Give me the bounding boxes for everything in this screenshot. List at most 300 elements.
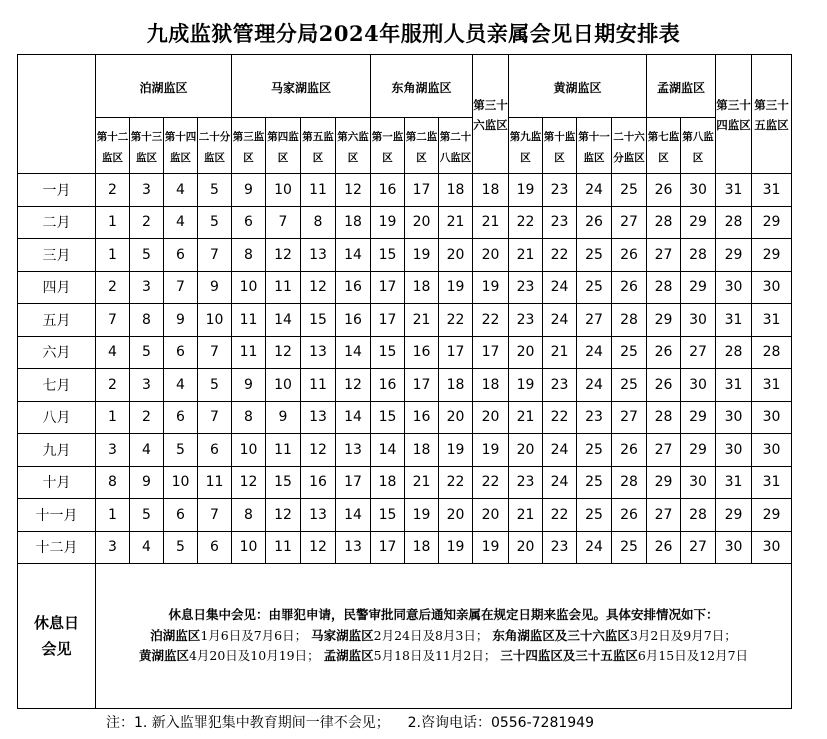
visit-day: 3 bbox=[130, 369, 164, 402]
visit-day: 14 bbox=[266, 304, 301, 337]
sub-header bbox=[266, 118, 301, 174]
visit-day: 27 bbox=[681, 336, 716, 369]
visit-day: 11 bbox=[301, 174, 336, 207]
visit-day: 29 bbox=[716, 499, 752, 532]
visit-day: 25 bbox=[577, 271, 612, 304]
group-header bbox=[716, 55, 752, 174]
visit-day: 18 bbox=[439, 369, 473, 402]
visit-day: 2 bbox=[96, 174, 130, 207]
visit-day: 30 bbox=[681, 466, 716, 499]
group-label: 第三十五监区 bbox=[754, 98, 789, 132]
visit-day: 19 bbox=[405, 499, 439, 532]
sub-header-label: 第二十八监区 bbox=[439, 130, 472, 164]
visit-day: 16 bbox=[336, 271, 371, 304]
visit-day: 20 bbox=[439, 239, 473, 272]
sub-header bbox=[405, 118, 439, 174]
visit-day: 28 bbox=[647, 401, 681, 434]
visit-day: 11 bbox=[232, 304, 266, 337]
visit-day: 4 bbox=[130, 531, 164, 564]
sub-header-label: 第八监区 bbox=[682, 130, 714, 164]
visit-day: 18 bbox=[439, 174, 473, 207]
visit-day: 13 bbox=[301, 499, 336, 532]
rest-day-dates: 4月20日及10月19日； bbox=[188, 648, 320, 664]
visit-day: 6 bbox=[198, 531, 232, 564]
month-label: 六月 bbox=[18, 336, 96, 369]
visit-day: 1 bbox=[96, 499, 130, 532]
group-label: 黄湖监区 bbox=[553, 80, 602, 95]
visit-day: 19 bbox=[509, 174, 543, 207]
month-label: 十月 bbox=[18, 466, 96, 499]
sub-header bbox=[130, 118, 164, 174]
visit-day: 20 bbox=[439, 499, 473, 532]
visit-day: 24 bbox=[577, 174, 612, 207]
visit-day: 28 bbox=[752, 336, 792, 369]
sub-header-label: 第十四监区 bbox=[164, 130, 197, 164]
visit-day: 8 bbox=[96, 466, 130, 499]
visit-day: 26 bbox=[647, 336, 681, 369]
visit-day: 9 bbox=[164, 304, 198, 337]
month-label: 七月 bbox=[18, 369, 96, 402]
visit-day: 23 bbox=[577, 401, 612, 434]
visit-day: 22 bbox=[543, 239, 577, 272]
visit-day: 16 bbox=[371, 369, 405, 402]
visit-day: 20 bbox=[439, 401, 473, 434]
visit-day: 7 bbox=[198, 401, 232, 434]
visit-day: 22 bbox=[439, 466, 473, 499]
visit-day: 12 bbox=[301, 531, 336, 564]
visit-day: 4 bbox=[164, 174, 198, 207]
visit-day: 5 bbox=[130, 499, 164, 532]
visit-day: 28 bbox=[716, 206, 752, 239]
visit-day: 30 bbox=[681, 174, 716, 207]
visit-day: 9 bbox=[266, 401, 301, 434]
visit-day: 12 bbox=[336, 174, 371, 207]
visit-day: 29 bbox=[647, 466, 681, 499]
visit-day: 7 bbox=[198, 499, 232, 532]
visit-day: 25 bbox=[612, 369, 647, 402]
group-header bbox=[232, 55, 371, 118]
visit-day: 25 bbox=[612, 531, 647, 564]
visit-day: 11 bbox=[266, 434, 301, 467]
visit-day: 3 bbox=[130, 174, 164, 207]
visit-day: 22 bbox=[473, 466, 509, 499]
visit-day: 19 bbox=[439, 434, 473, 467]
visit-day: 23 bbox=[543, 531, 577, 564]
rest-day-label-text: 休息日会见 bbox=[33, 614, 79, 658]
rest-day-area: 黄湖监区 bbox=[138, 648, 189, 664]
group-header bbox=[509, 55, 647, 118]
sub-header bbox=[164, 118, 198, 174]
sub-header-label: 第一监区 bbox=[371, 130, 404, 164]
visit-day: 20 bbox=[509, 434, 543, 467]
visit-day: 11 bbox=[266, 531, 301, 564]
sub-header bbox=[232, 118, 266, 174]
visit-day: 25 bbox=[577, 499, 612, 532]
visit-day: 17 bbox=[405, 369, 439, 402]
visit-day: 22 bbox=[439, 304, 473, 337]
visit-day: 13 bbox=[336, 434, 371, 467]
visit-day: 2 bbox=[96, 369, 130, 402]
month-label: 一月 bbox=[18, 174, 96, 207]
visit-day: 4 bbox=[130, 434, 164, 467]
visit-day: 18 bbox=[473, 369, 509, 402]
month-row bbox=[18, 271, 792, 304]
visit-day: 21 bbox=[473, 206, 509, 239]
month-label: 九月 bbox=[18, 434, 96, 467]
visit-day: 13 bbox=[336, 531, 371, 564]
sub-header-label: 第六监区 bbox=[337, 130, 369, 164]
visit-day: 29 bbox=[681, 206, 716, 239]
visit-day: 24 bbox=[577, 369, 612, 402]
visit-day: 19 bbox=[473, 434, 509, 467]
visit-day: 31 bbox=[716, 369, 752, 402]
visit-day: 26 bbox=[647, 531, 681, 564]
visit-day: 17 bbox=[439, 336, 473, 369]
visit-day: 8 bbox=[130, 304, 164, 337]
month-row bbox=[18, 499, 792, 532]
month-label: 八月 bbox=[18, 401, 96, 434]
visit-day: 23 bbox=[543, 369, 577, 402]
visit-day: 28 bbox=[647, 271, 681, 304]
visit-day: 30 bbox=[716, 434, 752, 467]
visit-day: 14 bbox=[336, 239, 371, 272]
rest-day-details bbox=[96, 564, 792, 709]
visit-day: 12 bbox=[232, 466, 266, 499]
sub-header bbox=[96, 118, 130, 174]
visit-day: 31 bbox=[752, 369, 792, 402]
visit-day: 29 bbox=[681, 401, 716, 434]
visit-day: 18 bbox=[405, 434, 439, 467]
visit-day: 27 bbox=[647, 239, 681, 272]
month-row bbox=[18, 466, 792, 499]
visit-day: 30 bbox=[681, 369, 716, 402]
rest-day-dates: 1月6日及7月6日； bbox=[200, 627, 308, 643]
visit-day: 20 bbox=[405, 206, 439, 239]
visit-day: 5 bbox=[130, 239, 164, 272]
month-label: 五月 bbox=[18, 304, 96, 337]
sub-header bbox=[577, 118, 612, 174]
visit-day: 6 bbox=[164, 499, 198, 532]
visit-day: 29 bbox=[752, 206, 792, 239]
visit-day: 26 bbox=[612, 239, 647, 272]
sub-header bbox=[647, 118, 681, 174]
visit-day: 14 bbox=[336, 499, 371, 532]
visit-day: 2 bbox=[130, 206, 164, 239]
sub-header-label: 二十六分监区 bbox=[613, 130, 645, 164]
visit-day: 28 bbox=[612, 304, 647, 337]
visit-day: 15 bbox=[371, 239, 405, 272]
visit-day: 16 bbox=[371, 174, 405, 207]
visit-day: 22 bbox=[473, 304, 509, 337]
visit-day: 19 bbox=[439, 271, 473, 304]
rest-day-dates: 5月18日及11月2日； bbox=[373, 648, 497, 664]
visit-day: 17 bbox=[473, 336, 509, 369]
visit-day: 30 bbox=[716, 531, 752, 564]
visit-day: 1 bbox=[96, 401, 130, 434]
visit-day: 25 bbox=[577, 239, 612, 272]
visit-day: 17 bbox=[371, 271, 405, 304]
visit-day: 5 bbox=[198, 206, 232, 239]
visit-day: 18 bbox=[473, 174, 509, 207]
visit-day: 30 bbox=[752, 401, 792, 434]
sub-header-label: 第七监区 bbox=[647, 130, 680, 164]
visit-day: 29 bbox=[752, 239, 792, 272]
visit-day: 11 bbox=[198, 466, 232, 499]
visit-day: 11 bbox=[301, 369, 336, 402]
visit-day: 7 bbox=[198, 336, 232, 369]
rest-day-dates: 3月2日及9月7日； bbox=[629, 627, 737, 643]
group-header bbox=[96, 55, 232, 118]
visit-day: 28 bbox=[612, 466, 647, 499]
visit-day: 10 bbox=[266, 369, 301, 402]
visit-day: 6 bbox=[164, 336, 198, 369]
visit-day: 28 bbox=[681, 499, 716, 532]
visit-day: 15 bbox=[371, 499, 405, 532]
visit-day: 24 bbox=[543, 271, 577, 304]
visit-day: 27 bbox=[647, 434, 681, 467]
sub-header-label: 第五监区 bbox=[302, 130, 334, 164]
visit-day: 25 bbox=[612, 174, 647, 207]
visit-day: 2 bbox=[130, 401, 164, 434]
sub-header bbox=[371, 118, 405, 174]
group-header bbox=[647, 55, 716, 118]
sub-header-label: 第十二监区 bbox=[96, 130, 129, 164]
visit-day: 5 bbox=[198, 174, 232, 207]
sub-header-label: 第三监区 bbox=[232, 130, 265, 164]
visit-day: 18 bbox=[371, 466, 405, 499]
sub-header-label: 第十一监区 bbox=[578, 130, 610, 164]
visit-day: 28 bbox=[716, 336, 752, 369]
visit-day: 15 bbox=[371, 401, 405, 434]
visit-day: 31 bbox=[716, 174, 752, 207]
visit-day: 1 bbox=[96, 239, 130, 272]
visit-day: 10 bbox=[232, 434, 266, 467]
visit-day: 27 bbox=[647, 499, 681, 532]
visit-day: 19 bbox=[473, 531, 509, 564]
sub-header-label: 第二监区 bbox=[405, 130, 438, 164]
visit-day: 21 bbox=[509, 499, 543, 532]
visit-day: 26 bbox=[577, 206, 612, 239]
visit-day: 12 bbox=[301, 434, 336, 467]
visit-day: 26 bbox=[647, 174, 681, 207]
rest-day-area: 三十四监区及三十五监区 bbox=[500, 648, 638, 664]
rest-day-area: 泊湖监区 bbox=[150, 627, 201, 643]
month-label: 三月 bbox=[18, 239, 96, 272]
visit-day: 29 bbox=[647, 304, 681, 337]
visit-day: 25 bbox=[577, 466, 612, 499]
visit-day: 16 bbox=[336, 304, 371, 337]
visit-day: 19 bbox=[509, 369, 543, 402]
visit-day: 12 bbox=[301, 271, 336, 304]
month-row bbox=[18, 369, 792, 402]
visit-day: 24 bbox=[543, 304, 577, 337]
visit-day: 13 bbox=[301, 401, 336, 434]
visit-day: 13 bbox=[301, 239, 336, 272]
schedule-table bbox=[17, 54, 792, 709]
visit-day: 2 bbox=[96, 271, 130, 304]
sub-header bbox=[681, 118, 716, 174]
visit-day: 16 bbox=[301, 466, 336, 499]
visit-day: 17 bbox=[405, 174, 439, 207]
visit-day: 14 bbox=[336, 336, 371, 369]
visit-day: 24 bbox=[543, 434, 577, 467]
visit-day: 9 bbox=[232, 369, 266, 402]
sub-header bbox=[301, 118, 336, 174]
sub-header bbox=[198, 118, 232, 174]
sub-header-label: 第十三监区 bbox=[130, 130, 163, 164]
month-row bbox=[18, 531, 792, 564]
sub-header-label: 第九监区 bbox=[509, 130, 542, 164]
visit-day: 16 bbox=[405, 401, 439, 434]
rest-day-row bbox=[18, 564, 792, 709]
visit-day: 17 bbox=[371, 304, 405, 337]
group-header bbox=[371, 55, 473, 118]
group-label: 孟湖监区 bbox=[656, 80, 705, 95]
visit-day: 15 bbox=[371, 336, 405, 369]
visit-day: 23 bbox=[543, 174, 577, 207]
month-row bbox=[18, 174, 792, 207]
visit-day: 29 bbox=[681, 271, 716, 304]
visit-day: 21 bbox=[439, 206, 473, 239]
visit-day: 20 bbox=[473, 239, 509, 272]
visit-day: 4 bbox=[164, 206, 198, 239]
visit-day: 31 bbox=[752, 466, 792, 499]
visit-day: 24 bbox=[577, 531, 612, 564]
visit-day: 14 bbox=[371, 434, 405, 467]
month-label: 二月 bbox=[18, 206, 96, 239]
visit-day: 7 bbox=[96, 304, 130, 337]
group-label: 第三十四监区 bbox=[716, 98, 751, 132]
visit-day: 31 bbox=[716, 304, 752, 337]
visit-day: 24 bbox=[577, 336, 612, 369]
visit-day: 20 bbox=[509, 336, 543, 369]
visit-day: 16 bbox=[405, 336, 439, 369]
visit-day: 17 bbox=[371, 531, 405, 564]
group-label: 马家湖监区 bbox=[270, 80, 331, 95]
visit-day: 6 bbox=[198, 434, 232, 467]
visit-day: 30 bbox=[716, 401, 752, 434]
corner-cell bbox=[18, 55, 96, 174]
visit-day: 27 bbox=[681, 531, 716, 564]
visit-day: 29 bbox=[716, 239, 752, 272]
visit-day: 5 bbox=[198, 369, 232, 402]
visit-day: 30 bbox=[752, 531, 792, 564]
visit-day: 27 bbox=[577, 304, 612, 337]
sub-header bbox=[439, 118, 473, 174]
visit-day: 30 bbox=[752, 271, 792, 304]
visit-day: 9 bbox=[130, 466, 164, 499]
month-label: 十二月 bbox=[18, 531, 96, 564]
visit-day: 10 bbox=[164, 466, 198, 499]
visit-day: 20 bbox=[473, 499, 509, 532]
page-title: 九成监狱管理分局2024年服刑人员亲属会见日期安排表 bbox=[146, 21, 681, 46]
visit-day: 21 bbox=[509, 401, 543, 434]
visit-day: 14 bbox=[336, 401, 371, 434]
visit-day: 5 bbox=[164, 531, 198, 564]
visit-day: 20 bbox=[473, 401, 509, 434]
sub-header-row bbox=[18, 118, 792, 174]
visit-day: 19 bbox=[405, 239, 439, 272]
visit-day: 5 bbox=[164, 434, 198, 467]
month-row bbox=[18, 401, 792, 434]
group-label: 东角湖监区 bbox=[391, 80, 452, 95]
visit-day: 10 bbox=[232, 271, 266, 304]
visit-day: 7 bbox=[198, 239, 232, 272]
visit-day: 23 bbox=[509, 466, 543, 499]
visit-day: 23 bbox=[509, 304, 543, 337]
visit-day: 25 bbox=[577, 434, 612, 467]
group-header bbox=[752, 55, 792, 174]
visit-day: 29 bbox=[681, 434, 716, 467]
visit-day: 26 bbox=[647, 369, 681, 402]
visit-day: 17 bbox=[336, 466, 371, 499]
visit-day: 19 bbox=[473, 271, 509, 304]
visit-day: 31 bbox=[752, 174, 792, 207]
visit-day: 19 bbox=[439, 531, 473, 564]
sub-header-label: 二十分监区 bbox=[198, 130, 231, 164]
visit-day: 21 bbox=[405, 466, 439, 499]
visit-day: 4 bbox=[164, 369, 198, 402]
visit-day: 26 bbox=[612, 434, 647, 467]
sub-header bbox=[612, 118, 647, 174]
visit-day: 30 bbox=[752, 434, 792, 467]
visit-day: 30 bbox=[681, 304, 716, 337]
month-row bbox=[18, 206, 792, 239]
visit-day: 6 bbox=[164, 401, 198, 434]
visit-day: 22 bbox=[543, 499, 577, 532]
visit-day: 28 bbox=[681, 239, 716, 272]
rest-day-intro: 休息日集中会见：由罪犯申请，民警审批同意后通知亲属在规定日期来监会见。具体安排情况如下： bbox=[168, 607, 719, 623]
visit-day: 13 bbox=[301, 336, 336, 369]
visit-day: 18 bbox=[336, 206, 371, 239]
visit-day: 8 bbox=[232, 499, 266, 532]
rest-day-area: 马家湖监区 bbox=[311, 627, 374, 643]
month-row bbox=[18, 434, 792, 467]
visit-day: 22 bbox=[509, 206, 543, 239]
visit-day: 12 bbox=[266, 336, 301, 369]
visit-day: 18 bbox=[405, 531, 439, 564]
visit-day: 26 bbox=[612, 499, 647, 532]
month-row bbox=[18, 336, 792, 369]
rest-day-area: 东角湖监区及三十六监区 bbox=[492, 627, 630, 643]
sub-header bbox=[543, 118, 577, 174]
visit-day: 8 bbox=[301, 206, 336, 239]
month-row bbox=[18, 304, 792, 337]
visit-day: 5 bbox=[130, 336, 164, 369]
visit-day: 6 bbox=[232, 206, 266, 239]
visit-day: 26 bbox=[612, 271, 647, 304]
footnote: 注：1. 新入监罪犯集中教育期间一律不会见； 2.咨询电话：0556-7281949 bbox=[106, 715, 594, 731]
visit-day: 21 bbox=[543, 336, 577, 369]
sub-header-label: 第四监区 bbox=[267, 130, 299, 164]
visit-day: 21 bbox=[405, 304, 439, 337]
visit-day: 11 bbox=[266, 271, 301, 304]
visit-day: 31 bbox=[752, 304, 792, 337]
rest-day-dates: 2月24日及8月3日； bbox=[373, 627, 489, 643]
group-header bbox=[473, 55, 509, 174]
group-label: 泊湖监区 bbox=[139, 80, 188, 95]
rest-day-label bbox=[18, 564, 96, 709]
visit-day: 9 bbox=[232, 174, 266, 207]
visit-day: 28 bbox=[647, 206, 681, 239]
visit-day: 3 bbox=[130, 271, 164, 304]
visit-day: 18 bbox=[405, 271, 439, 304]
visit-day: 1 bbox=[96, 206, 130, 239]
visit-day: 12 bbox=[336, 369, 371, 402]
visit-day: 27 bbox=[612, 401, 647, 434]
visit-day: 8 bbox=[232, 401, 266, 434]
group-label: 第三十六监区 bbox=[473, 98, 508, 132]
